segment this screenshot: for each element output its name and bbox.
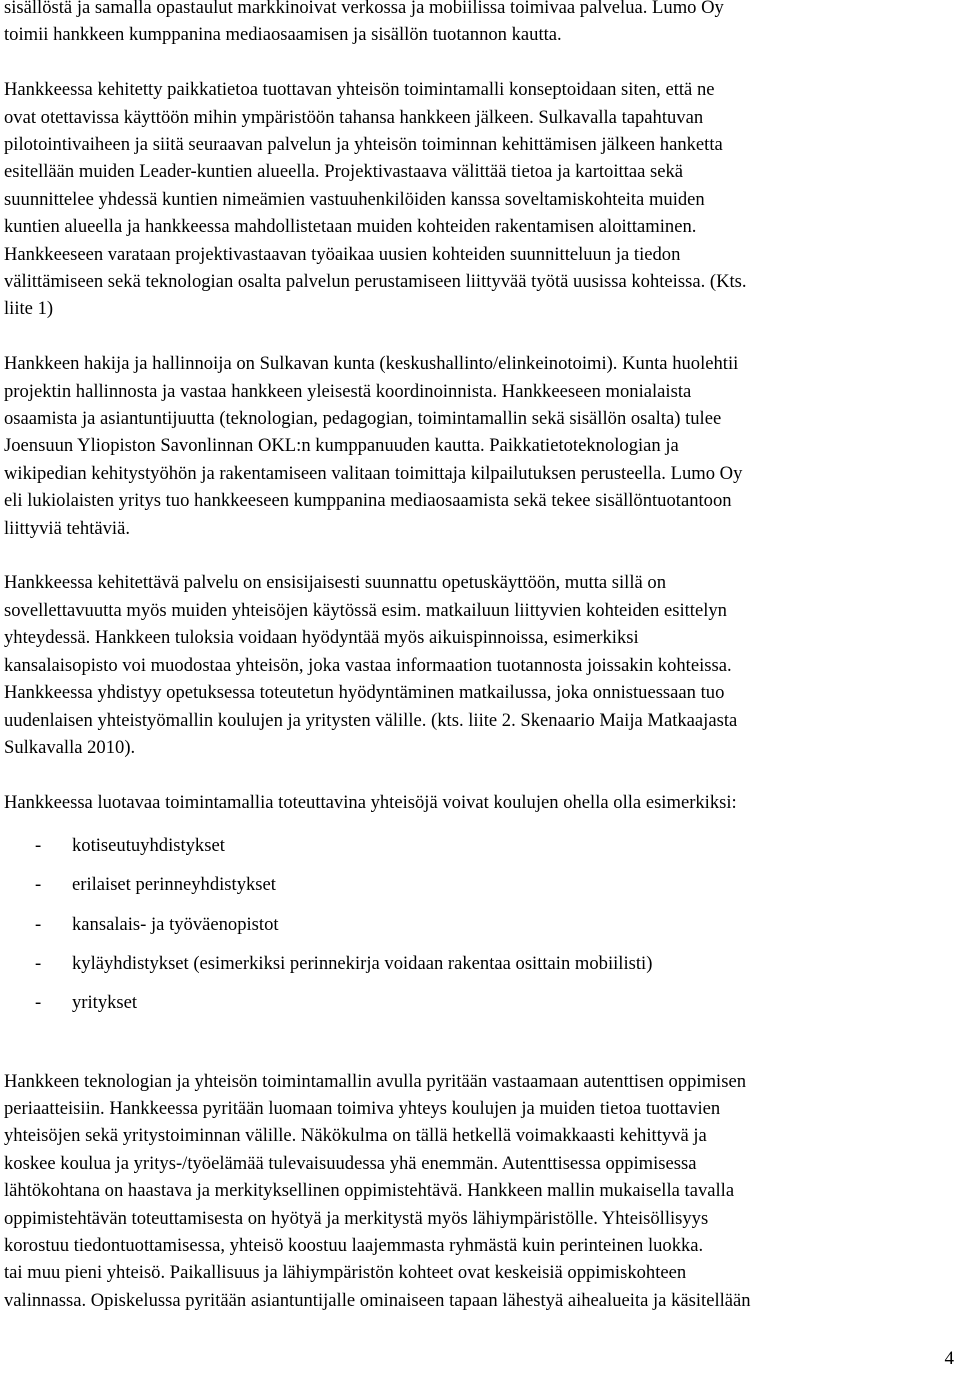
list-item — [4, 832, 958, 871]
paragraph-gap — [4, 542, 958, 569]
text-line: Hankkeen teknologian ja yhteisön toimintamallin avulla pyritään vastaamaan autenttisen oppimisen — [4, 1070, 746, 1092]
list-item-text: kansalais- ja työväenopistot — [72, 913, 279, 935]
paragraph-list-intro — [4, 789, 958, 816]
list-item — [4, 871, 958, 910]
paragraph-applicant — [4, 350, 958, 542]
text-line: valinnassa. Opiskelussa pyritään asiantuntijalle ominaiseen tapaan lähestyä aihealueita ja käsitellään — [4, 1289, 751, 1311]
paragraph-service — [4, 569, 958, 761]
text-line: wikipedian kehitystyöhön ja rakentamiseen valitaan toimittaja kilpailutuksen perusteella. Lumo Oy — [4, 462, 743, 484]
list-marker: - — [35, 992, 42, 1014]
paragraph-gap — [4, 1029, 958, 1068]
text-line: välittämiseen sekä teknologian osalta palvelun perustamiseen liittyvää työtä uusissa kohteissa. (Kts. — [4, 271, 747, 293]
text-line: lähtökohtana on haastava ja merkityksellinen oppimistehtävä. Hankkeen mallin mukaisella tavalla — [4, 1180, 735, 1202]
text-line: Hankkeessa kehitettävä palvelu on ensisijaisesti suunnattu opetuskäyttöön, mutta sillä on — [4, 572, 667, 594]
text-line: uudenlaisen yhteistyömallin koulujen ja yritysten välille. (kts. liite 2. Skenaario Maija Matkaajasta — [4, 709, 738, 731]
text-line: esitellään muiden Leader-kuntien alueella. Projektivastaava välittää tietoa ja kartoittaa sekä — [4, 161, 684, 183]
text-line: suunnittelee yhdessä kuntien nimeämien vastuuhenkilöiden kanssa soveltamiskohteita muiden — [4, 188, 705, 210]
text-line: oppimistehtävän toteuttamisesta on hyötyä ja merkitystä myös lähiympäristölle. Yhteisöllisyys — [4, 1207, 709, 1229]
text-line: sovellettavuutta myös muiden yhteisöjen käytössä esim. matkailuun liittyvien kohteiden esittelyn — [4, 599, 727, 621]
text-line: sisällöstä ja samalla opastaulut markkinoivat verkossa ja mobiilissa toimivaa palvelua. Lumo Oy — [4, 0, 724, 18]
list-item — [4, 911, 958, 950]
list-item-text: kotiseutuyhdistykset — [72, 835, 225, 857]
list-item-text: kyläyhdistykset (esimerkiksi perinnekirja voidaan rakentaa osittain mobiilisti) — [72, 953, 653, 975]
community-list — [4, 832, 958, 1028]
text-line: koskee koulua ja yritys-/työelämää tulevaisuudessa yhä enemmän. Autenttisessa oppimisessa — [4, 1152, 697, 1174]
list-item — [4, 989, 958, 1028]
paragraph-gap — [4, 323, 958, 350]
text-line: tai muu pieni yhteisö. Paikallisuus ja lähiympäristön kohteet ovat keskeisiä oppimiskohteen — [4, 1262, 687, 1284]
paragraph-concept — [4, 76, 958, 323]
text-line: osaamista ja asiantuntijuutta (teknologian, pedagogian, toimintamallin sekä sisällön osalta) tulee — [4, 408, 722, 430]
text-line: yhteisöjen sekä yritystoiminnan välille. Näkökulma on tällä hetkellä voimakkaasti kehittyvä ja — [4, 1125, 707, 1147]
text-line: kansalaisopisto voi muodostaa yhteisön, joka vastaa informaation tuotannosta joissakin kohteissa. — [4, 654, 732, 676]
paragraph-authentic-learning — [4, 1068, 958, 1315]
list-marker: - — [35, 913, 42, 935]
list-marker: - — [35, 953, 42, 975]
list-marker: - — [35, 874, 42, 896]
paragraph-intro — [4, 0, 958, 49]
list-item-text: yritykset — [72, 992, 138, 1014]
text-line: liite 1) — [4, 298, 54, 320]
paragraph-gap — [4, 49, 958, 76]
paragraph-gap — [4, 761, 958, 788]
text-line: Joensuun Yliopiston Savonlinnan OKL:n kumppanuuden kautta. Paikkatietoteknologian ja — [4, 435, 679, 457]
list-item — [4, 950, 958, 989]
text-line: ovat otettavissa käyttöön mihin ympäristöön tahansa hankkeen jälkeen. Sulkavalla tapahtuvan — [4, 106, 704, 128]
text-line: projektin hallinnosta ja vastaa hankkeen yleisestä koordinoinnista. Hankkeeseen monialaista — [4, 380, 692, 402]
list-item-text: erilaiset perinneyhdistykset — [72, 874, 276, 896]
text-line: pilotointivaiheen ja siitä seuraavan palvelun ja yhteisön toiminnan kehittämisen jälkeen hanketta — [4, 134, 723, 156]
text-line: kuntien alueella ja hankkeessa mahdollistetaan muiden kohteiden rakentamisen aloittaminen. — [4, 216, 697, 238]
document-page — [4, 0, 958, 1314]
text-line: toimii hankkeen kumppanina mediaosaamisen ja sisällön tuotannon kautta. — [4, 24, 562, 46]
list-gap — [4, 816, 958, 832]
text-line: periaatteisiin. Hankkeessa pyritään luomaan toimiva yhteys koulujen ja muiden tietoa tuottavien — [4, 1098, 721, 1120]
text-line: Hankkeessa kehitetty paikkatietoa tuottavan yhteisön toimintamalli konseptoidaan siten, että ne — [4, 79, 715, 101]
text-line: Hankkeeseen varataan projektivastaavan työaikaa uusien kohteiden suunnitteluun ja tiedon — [4, 243, 681, 265]
text-line: Hankkeessa luotavaa toimintamallia toteuttavina yhteisöjä voivat koulujen ohella olla esimerkiksi: — [4, 791, 737, 813]
page-number: 4 — [944, 1348, 954, 1369]
text-line: eli lukiolaisten yritys tuo hankkeeseen kumppanina mediaosaamista sekä tekee sisällöntuotantoon — [4, 490, 732, 512]
text-line: Sulkavalla 2010). — [4, 736, 136, 758]
text-line: yhteydessä. Hankkeen tuloksia voidaan hyödyntää myös aikuispinnoissa, esimerkiksi — [4, 627, 639, 649]
text-line: liittyviä tehtäviä. — [4, 517, 130, 539]
text-line: korostuu tiedontuottamisessa, yhteisö koostuu laajemmasta ryhmästä kuin perinteinen luokka. — [4, 1235, 704, 1257]
list-marker: - — [35, 835, 42, 857]
text-line: Hankkeen hakija ja hallinnoija on Sulkavan kunta (keskushallinto/elinkeinotoimi). Kunta huolehtii — [4, 353, 739, 375]
text-line: Hankkeessa yhdistyy opetuksessa toteutetun hyödyntäminen matkailussa, joka onnistuessaan tuo — [4, 682, 725, 704]
